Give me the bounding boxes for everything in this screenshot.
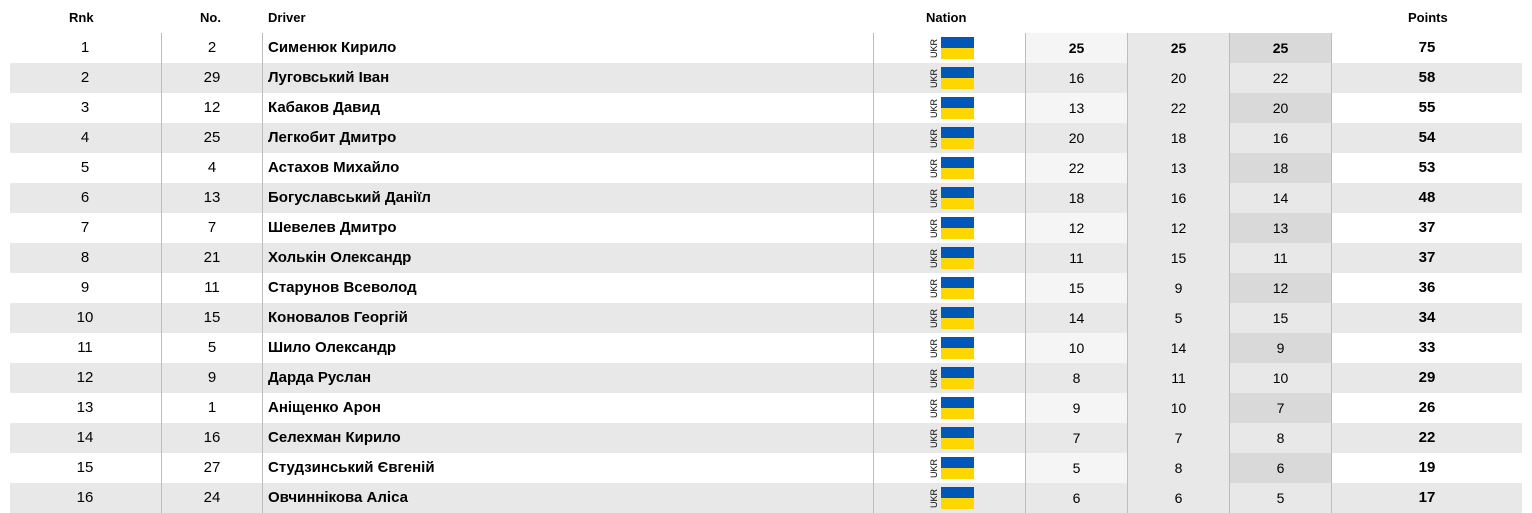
flag-graphic (941, 487, 974, 509)
nation-code-text: UKR (929, 489, 939, 509)
ukraine-flag-icon (929, 186, 974, 211)
column-divider (1229, 33, 1230, 513)
nation-code (929, 366, 940, 391)
flag-graphic (941, 367, 974, 389)
race-1-points: 16 (1068, 70, 1085, 86)
total-points-cell: 58 (1418, 69, 1436, 86)
total-points-cell: 17 (1418, 489, 1436, 506)
flag-graphic (941, 397, 974, 419)
table-row (10, 483, 1522, 513)
nation-code (929, 396, 940, 421)
ukraine-flag-icon (929, 36, 974, 61)
nation-code (929, 126, 940, 151)
race-2-points: 9 (1174, 280, 1183, 296)
driver-name-link[interactable]: Овчиннікова Аліса (268, 489, 408, 506)
flag-graphic (941, 247, 974, 269)
table-row (10, 393, 1522, 423)
race-3-points: 10 (1272, 370, 1289, 386)
nation-code-text: UKR (929, 279, 939, 299)
race-2-points: 20 (1170, 70, 1187, 86)
race-1-points: 22 (1068, 160, 1085, 176)
race-1-points: 8 (1072, 370, 1081, 386)
rank-cell: 14 (76, 429, 94, 446)
header-rank: Rnk (69, 10, 94, 25)
nation-code-text: UKR (929, 99, 939, 119)
total-points-cell: 29 (1418, 369, 1436, 386)
flag-graphic (941, 457, 974, 479)
race-1-points: 25 (1068, 40, 1085, 56)
table-row (10, 183, 1522, 213)
car-number-cell: 2 (207, 39, 217, 56)
driver-name-link[interactable]: Сименюк Кирило (268, 39, 397, 56)
car-number-cell: 11 (204, 279, 220, 296)
race-2-points: 8 (1174, 460, 1183, 476)
race-1-points: 20 (1068, 130, 1085, 146)
rank-cell: 5 (80, 159, 90, 176)
nation-code-text: UKR (929, 369, 939, 389)
race-2-points: 18 (1170, 130, 1187, 146)
race-3-points: 11 (1273, 250, 1288, 266)
flag-graphic (941, 307, 974, 329)
nation-code-text: UKR (929, 159, 939, 179)
nation-code (929, 276, 940, 301)
total-points-cell: 36 (1418, 279, 1436, 296)
column-divider (1331, 33, 1332, 513)
rank-cell: 1 (80, 39, 90, 56)
table-row (10, 363, 1522, 393)
race-1-points: 13 (1068, 100, 1085, 116)
car-number-cell: 27 (203, 459, 221, 476)
flag-graphic (941, 97, 974, 119)
table-row (10, 453, 1522, 483)
flag-graphic (941, 427, 974, 449)
ukraine-flag-icon (929, 66, 974, 91)
car-number-cell: 21 (203, 249, 221, 266)
header-points: Points (1408, 10, 1448, 25)
race-1-points: 18 (1068, 190, 1085, 206)
ukraine-flag-icon (929, 426, 974, 451)
nation-code (929, 426, 940, 451)
ukraine-flag-icon (929, 156, 974, 181)
column-divider (262, 33, 263, 513)
nation-cell (874, 123, 1024, 153)
nation-cell (874, 453, 1024, 483)
nation-code (929, 456, 940, 481)
driver-name-link[interactable]: Коновалов Георгій (268, 309, 408, 326)
nation-code-text: UKR (929, 69, 939, 89)
car-number-cell: 29 (203, 69, 221, 86)
total-points-cell: 55 (1418, 99, 1436, 116)
nation-code (929, 96, 940, 121)
nation-cell (874, 393, 1024, 423)
nation-code-text: UKR (929, 399, 939, 419)
nation-cell (874, 333, 1024, 363)
nation-cell (874, 33, 1024, 63)
race-3-points: 15 (1272, 310, 1289, 326)
race-2-points: 5 (1174, 310, 1183, 326)
table-row (10, 423, 1522, 453)
driver-name-link[interactable]: Кабаков Давид (268, 99, 381, 116)
ukraine-flag-icon (929, 276, 974, 301)
race-2-points: 22 (1170, 100, 1187, 116)
race-1-points: 5 (1072, 460, 1081, 476)
ukraine-flag-icon (929, 126, 974, 151)
nation-cell (874, 483, 1024, 513)
race-1-points: 9 (1072, 400, 1081, 416)
race-1-points: 6 (1072, 490, 1081, 506)
column-divider (1025, 33, 1026, 513)
header-driver: Driver (268, 10, 306, 25)
table-row (10, 333, 1522, 363)
driver-name-link[interactable]: Астахов Михайло (268, 159, 400, 176)
rank-cell: 11 (77, 339, 93, 356)
total-points-cell: 37 (1418, 249, 1436, 266)
rank-cell: 9 (80, 279, 90, 296)
driver-name-link[interactable]: Холькін Олександр (268, 249, 412, 266)
car-number-cell: 13 (203, 189, 221, 206)
flag-graphic (941, 67, 974, 89)
rank-cell: 12 (76, 369, 94, 386)
race-1-points: 11 (1069, 250, 1084, 266)
table-row (10, 303, 1522, 333)
race-2-points: 6 (1174, 490, 1183, 506)
nation-code (929, 246, 940, 271)
driver-name-link[interactable]: Легкобит Дмитро (268, 129, 397, 146)
nation-cell (874, 213, 1024, 243)
race-3-points: 6 (1276, 460, 1285, 476)
flag-graphic (941, 127, 974, 149)
race-1-points: 10 (1068, 340, 1085, 356)
rank-cell: 10 (76, 309, 94, 326)
car-number-cell: 25 (203, 129, 221, 146)
ukraine-flag-icon (929, 396, 974, 421)
nation-code-text: UKR (929, 189, 939, 209)
driver-name-link[interactable]: Аніщенко Арон (268, 399, 381, 416)
ukraine-flag-icon (929, 216, 974, 241)
car-number-cell: 15 (203, 309, 221, 326)
race-1-points: 14 (1068, 310, 1085, 326)
rank-cell: 6 (80, 189, 90, 206)
race-2-points: 14 (1170, 340, 1187, 356)
total-points-cell: 48 (1418, 189, 1436, 206)
total-points-cell: 54 (1418, 129, 1436, 146)
nation-code (929, 306, 940, 331)
race-3-points: 18 (1272, 160, 1289, 176)
header-nation: Nation (926, 10, 967, 25)
total-points-cell: 33 (1418, 339, 1436, 356)
total-points-cell: 34 (1418, 309, 1436, 326)
nation-code-text: UKR (929, 39, 939, 59)
flag-graphic (941, 277, 974, 299)
nation-code (929, 336, 940, 361)
rank-cell: 16 (76, 489, 94, 506)
total-points-cell: 53 (1418, 159, 1436, 176)
column-divider (1127, 33, 1128, 513)
total-points-cell: 26 (1418, 399, 1436, 416)
nation-code-text: UKR (929, 459, 939, 479)
nation-code-text: UKR (929, 429, 939, 449)
car-number-cell: 24 (203, 489, 221, 506)
race-1-points: 15 (1068, 280, 1085, 296)
car-number-cell: 12 (203, 99, 221, 116)
nation-cell (874, 363, 1024, 393)
race-2-points: 15 (1170, 250, 1187, 266)
race-3-points: 25 (1272, 40, 1289, 56)
table-row (10, 33, 1522, 63)
nation-cell (874, 153, 1024, 183)
column-divider (873, 33, 874, 513)
table-row (10, 273, 1522, 303)
race-2-points: 13 (1170, 160, 1187, 176)
race-2-points: 7 (1174, 430, 1183, 446)
ukraine-flag-icon (929, 366, 974, 391)
ukraine-flag-icon (929, 246, 974, 271)
nation-code-text: UKR (929, 219, 939, 239)
nation-code (929, 36, 940, 61)
ukraine-flag-icon (929, 486, 974, 511)
nation-cell (874, 93, 1024, 123)
ukraine-flag-icon (929, 306, 974, 331)
race-2-points: 16 (1170, 190, 1187, 206)
flag-graphic (941, 157, 974, 179)
race-3-points: 16 (1272, 130, 1289, 146)
nation-code-text: UKR (929, 309, 939, 329)
race-3-points: 14 (1272, 190, 1289, 206)
nation-code (929, 486, 940, 511)
total-points-cell: 19 (1418, 459, 1436, 476)
ukraine-flag-icon (929, 96, 974, 121)
total-points-cell: 37 (1418, 219, 1436, 236)
nation-code (929, 66, 940, 91)
race-3-points: 22 (1272, 70, 1289, 86)
nation-code-text: UKR (929, 249, 939, 269)
header-row (0, 0, 1532, 33)
car-number-cell: 16 (203, 429, 221, 446)
driver-name-link[interactable]: Студзинський Євгеній (268, 459, 435, 476)
rank-cell: 3 (80, 99, 90, 116)
car-number-cell: 4 (207, 159, 217, 176)
race-1-points: 7 (1072, 430, 1081, 446)
race-1-points: 12 (1068, 220, 1085, 236)
rank-cell: 8 (80, 249, 90, 266)
rank-cell: 4 (80, 129, 90, 146)
driver-name-link[interactable]: Шевелев Дмитро (268, 219, 397, 236)
flag-graphic (941, 37, 974, 59)
ukraine-flag-icon (929, 336, 974, 361)
race-2-points: 11 (1171, 370, 1186, 386)
nation-cell (874, 183, 1024, 213)
nation-code-text: UKR (929, 129, 939, 149)
nation-cell (874, 423, 1024, 453)
nation-code (929, 216, 940, 241)
table-row (10, 63, 1522, 93)
nation-code-text: UKR (929, 339, 939, 359)
car-number-cell: 9 (207, 369, 217, 386)
driver-name-link[interactable]: Богуславський Даніїл (268, 189, 431, 206)
race-2-points: 12 (1170, 220, 1187, 236)
race-3-points: 5 (1276, 490, 1285, 506)
driver-name-link[interactable]: Дарда Руслан (268, 369, 372, 386)
race-3-points: 12 (1272, 280, 1289, 296)
race-2-points: 25 (1170, 40, 1187, 56)
table-row (10, 243, 1522, 273)
race-3-points: 20 (1272, 100, 1289, 116)
car-number-cell: 1 (207, 399, 217, 416)
table-row (10, 213, 1522, 243)
nation-code (929, 186, 940, 211)
nation-code (929, 156, 940, 181)
flag-graphic (941, 337, 974, 359)
rank-cell: 13 (76, 399, 94, 416)
car-number-cell: 7 (207, 219, 217, 236)
car-number-cell: 5 (207, 339, 217, 356)
nation-cell (874, 243, 1024, 273)
race-3-points: 13 (1272, 220, 1289, 236)
rank-cell: 7 (80, 219, 90, 236)
header-number: No. (200, 10, 221, 25)
driver-name-link[interactable]: Старунов Всеволод (268, 279, 417, 296)
race-3-points: 9 (1276, 340, 1285, 356)
driver-name-link[interactable]: Шило Олександр (268, 339, 397, 356)
race-3-points: 8 (1276, 430, 1285, 446)
race-3-points: 7 (1276, 400, 1285, 416)
flag-graphic (941, 187, 974, 209)
column-divider (161, 33, 162, 513)
rank-cell: 2 (80, 69, 90, 86)
total-points-cell: 22 (1418, 429, 1436, 446)
ukraine-flag-icon (929, 456, 974, 481)
nation-cell (874, 63, 1024, 93)
table-row (10, 153, 1522, 183)
race-2-points: 10 (1170, 400, 1187, 416)
total-points-cell: 75 (1418, 39, 1436, 56)
rank-cell: 15 (76, 459, 94, 476)
driver-name-link[interactable]: Луговський Іван (268, 69, 390, 86)
flag-graphic (941, 217, 974, 239)
nation-cell (874, 273, 1024, 303)
nation-cell (874, 303, 1024, 333)
driver-name-link[interactable]: Селехман Кирило (268, 429, 401, 446)
table-row (10, 93, 1522, 123)
table-row (10, 123, 1522, 153)
